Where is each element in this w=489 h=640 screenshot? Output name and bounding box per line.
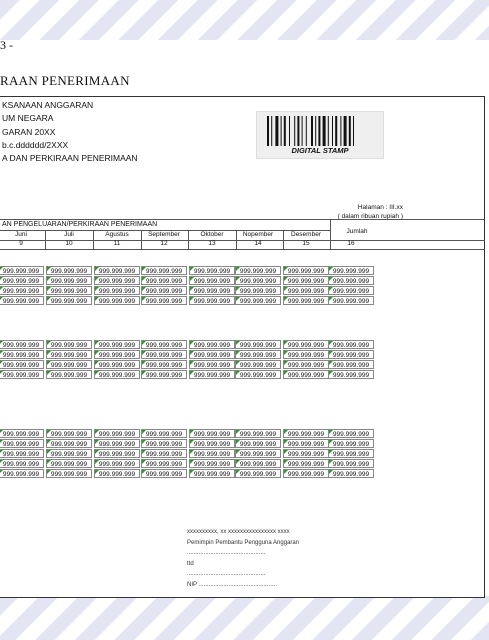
comment-marker-icon: [284, 277, 288, 281]
comment-marker-icon: [47, 371, 51, 375]
table-cell: 999.999.999: [189, 276, 235, 285]
comment-marker-icon: [47, 430, 51, 434]
month-header: Nopember: [242, 231, 274, 238]
table-cell: 999.999.999: [235, 469, 281, 478]
comment-marker-icon: [329, 460, 333, 464]
signature-place-date: xxxxxxxxxx, xx xxxxxxxxxxxxxxxx xxxx: [187, 529, 290, 535]
table-cell: 999.999.999: [189, 266, 235, 275]
currency-unit: ( dalam ribuan rupiah ): [337, 213, 403, 220]
table-cell: 999.999.999: [283, 286, 329, 295]
comment-marker-icon: [142, 341, 146, 345]
table-cell: 999.999.999: [235, 296, 281, 305]
table-cell: 999.999.999: [189, 469, 235, 478]
comment-marker-icon: [142, 267, 146, 271]
grid-title: AN PENGELUARAN/PERKIRAAN PENERIMAAN: [2, 221, 158, 228]
table-cell: 999.999.999: [46, 340, 92, 349]
comment-marker-icon: [236, 450, 240, 454]
comment-marker-icon: [284, 267, 288, 271]
signature-role: Pemimpin Pembantu Pengguna Anggaran: [187, 540, 300, 546]
comment-marker-icon: [329, 440, 333, 444]
comment-marker-icon: [329, 430, 333, 434]
document-title: RAAN PENERIMAAN: [0, 73, 130, 88]
halaman-number: Halaman : III.xx: [357, 204, 403, 211]
comment-marker-icon: [329, 470, 333, 474]
comment-marker-icon: [0, 371, 3, 375]
comment-marker-icon: [329, 341, 333, 345]
comment-marker-icon: [0, 341, 3, 345]
comment-marker-icon: [0, 440, 3, 444]
comment-marker-icon: [95, 460, 99, 464]
table-cell: 999.999.999: [235, 429, 281, 438]
column-number: 16: [347, 240, 355, 247]
comment-marker-icon: [236, 297, 240, 301]
comment-marker-icon: [95, 297, 99, 301]
table-cell: 999.999.999: [94, 459, 140, 468]
table-cell: 999.999.999: [46, 360, 92, 369]
month-header: September: [148, 231, 180, 238]
table-cell: 999.999.999: [0, 370, 44, 379]
table-cell: 999.999.999: [328, 286, 374, 295]
signature-ttd: ttd: [187, 561, 194, 567]
comment-marker-icon: [142, 430, 146, 434]
barcode-icon: [265, 116, 375, 146]
table-cell: 999.999.999: [235, 286, 281, 295]
page-number: 3 -: [0, 38, 13, 52]
comment-marker-icon: [329, 351, 333, 355]
table-cell: 999.999.999: [46, 449, 92, 458]
table-cell: 999.999.999: [235, 459, 281, 468]
table-cell: 999.999.999: [328, 370, 374, 379]
table-cell: 999.999.999: [141, 296, 187, 305]
month-header: Agustus: [105, 231, 129, 238]
column-number: 13: [208, 240, 216, 247]
table-cell: 999.999.999: [0, 286, 44, 295]
table-cell: 999.999.999: [46, 459, 92, 468]
table-cell: 999.999.999: [235, 276, 281, 285]
table-cell: 999.999.999: [283, 429, 329, 438]
decorative-pattern-top: [0, 0, 489, 40]
comment-marker-icon: [329, 361, 333, 365]
table-cell: 999.999.999: [46, 429, 92, 438]
table-cell: 999.999.999: [46, 296, 92, 305]
comment-marker-icon: [284, 430, 288, 434]
comment-marker-icon: [47, 440, 51, 444]
comment-marker-icon: [329, 371, 333, 375]
table-cell: 999.999.999: [141, 276, 187, 285]
table-cell: 999.999.999: [0, 296, 44, 305]
table-cell: 999.999.999: [235, 340, 281, 349]
table-cell: 999.999.999: [189, 360, 235, 369]
column-number: 9: [19, 240, 23, 247]
column-number: 12: [160, 240, 168, 247]
table-cell: 999.999.999: [328, 469, 374, 478]
table-cell: 999.999.999: [283, 266, 329, 275]
table-cell: 999.999.999: [141, 350, 187, 359]
table-cell: 999.999.999: [189, 429, 235, 438]
table-cell: 999.999.999: [328, 350, 374, 359]
table-cell: 999.999.999: [235, 266, 281, 275]
comment-marker-icon: [236, 277, 240, 281]
comment-marker-icon: [95, 287, 99, 291]
table-cell: 999.999.999: [0, 469, 44, 478]
comment-marker-icon: [95, 371, 99, 375]
comment-marker-icon: [142, 297, 146, 301]
table-cell: 999.999.999: [46, 266, 92, 275]
table-cell: 999.999.999: [0, 340, 44, 349]
header-line-5: A DAN PERKIRAAN PENERIMAAN: [2, 153, 138, 163]
comment-marker-icon: [0, 267, 3, 271]
table-cell: 999.999.999: [189, 296, 235, 305]
table-cell: 999.999.999: [0, 459, 44, 468]
comment-marker-icon: [236, 460, 240, 464]
table-cell: 999.999.999: [189, 459, 235, 468]
signature-dots: ...............................................: [187, 550, 266, 556]
comment-marker-icon: [0, 361, 3, 365]
table-cell: 999.999.999: [283, 296, 329, 305]
comment-marker-icon: [47, 470, 51, 474]
table-cell: 999.999.999: [328, 276, 374, 285]
table-cell: 999.999.999: [189, 439, 235, 448]
table-cell: 999.999.999: [0, 266, 44, 275]
comment-marker-icon: [0, 470, 3, 474]
table-cell: 999.999.999: [46, 350, 92, 359]
comment-marker-icon: [284, 450, 288, 454]
table-cell: 999.999.999: [0, 360, 44, 369]
table-cell: 999.999.999: [46, 276, 92, 285]
table-cell: 999.999.999: [141, 360, 187, 369]
comment-marker-icon: [190, 267, 194, 271]
comment-marker-icon: [329, 267, 333, 271]
table-cell: 999.999.999: [189, 350, 235, 359]
table-cell: 999.999.999: [235, 360, 281, 369]
table-cell: 999.999.999: [0, 350, 44, 359]
comment-marker-icon: [190, 470, 194, 474]
table-cell: 999.999.999: [94, 340, 140, 349]
digital-stamp-label: DIGITAL STAMP: [291, 146, 349, 155]
comment-marker-icon: [190, 297, 194, 301]
comment-marker-icon: [95, 430, 99, 434]
header-bottom-line: [0, 249, 485, 250]
header-line-3: GARAN 20XX: [2, 127, 56, 137]
header-line-4: b.c.dddddd/2XXX: [2, 140, 69, 150]
comment-marker-icon: [142, 470, 146, 474]
table-cell: 999.999.999: [46, 286, 92, 295]
grid-top-line: [0, 219, 485, 220]
table-cell: 999.999.999: [283, 459, 329, 468]
column-number: 11: [113, 240, 121, 247]
comment-marker-icon: [47, 450, 51, 454]
comment-marker-icon: [284, 440, 288, 444]
table-cell: 999.999.999: [94, 266, 140, 275]
comment-marker-icon: [190, 361, 194, 365]
signature-name-dots: ...............................................: [187, 571, 266, 577]
table-cell: 999.999.999: [328, 459, 374, 468]
comment-marker-icon: [329, 277, 333, 281]
comment-marker-icon: [95, 470, 99, 474]
comment-marker-icon: [0, 287, 3, 291]
comment-marker-icon: [236, 470, 240, 474]
table-cell: 999.999.999: [94, 276, 140, 285]
table-cell: 999.999.999: [328, 429, 374, 438]
table-cell: 999.999.999: [141, 439, 187, 448]
table-cell: 999.999.999: [235, 350, 281, 359]
comment-marker-icon: [95, 277, 99, 281]
table-cell: 999.999.999: [141, 449, 187, 458]
table-cell: 999.999.999: [94, 439, 140, 448]
month-header: Juni: [15, 231, 27, 238]
table-cell: 999.999.999: [46, 439, 92, 448]
comment-marker-icon: [142, 371, 146, 375]
comment-marker-icon: [284, 341, 288, 345]
comment-marker-icon: [284, 371, 288, 375]
header-line-2: UM NEGARA: [2, 113, 54, 123]
comment-marker-icon: [190, 277, 194, 281]
table-cell: 999.999.999: [94, 429, 140, 438]
comment-marker-icon: [284, 361, 288, 365]
table-cell: 999.999.999: [328, 266, 374, 275]
table-cell: 999.999.999: [283, 370, 329, 379]
comment-marker-icon: [142, 287, 146, 291]
comment-marker-icon: [47, 267, 51, 271]
table-cell: 999.999.999: [283, 449, 329, 458]
comment-marker-icon: [190, 460, 194, 464]
comment-marker-icon: [95, 267, 99, 271]
comment-marker-icon: [236, 341, 240, 345]
total-header: Jumlah: [346, 228, 368, 235]
comment-marker-icon: [190, 430, 194, 434]
decorative-pattern-bottom: [0, 596, 489, 640]
table-cell: 999.999.999: [141, 266, 187, 275]
comment-marker-icon: [142, 440, 146, 444]
table-cell: 999.999.999: [283, 360, 329, 369]
comment-marker-icon: [0, 351, 3, 355]
comment-marker-icon: [95, 351, 99, 355]
table-cell: 999.999.999: [94, 469, 140, 478]
comment-marker-icon: [47, 287, 51, 291]
comment-marker-icon: [47, 297, 51, 301]
comment-marker-icon: [190, 341, 194, 345]
comment-marker-icon: [0, 297, 3, 301]
comment-marker-icon: [95, 450, 99, 454]
comment-marker-icon: [0, 430, 3, 434]
column-number: 10: [65, 240, 73, 247]
comment-marker-icon: [190, 371, 194, 375]
table-cell: 999.999.999: [46, 469, 92, 478]
comment-marker-icon: [284, 297, 288, 301]
comment-marker-icon: [142, 450, 146, 454]
table-cell: 999.999.999: [189, 340, 235, 349]
table-cell: 999.999.999: [141, 370, 187, 379]
comment-marker-icon: [0, 460, 3, 464]
month-header: Oktober: [200, 231, 224, 238]
comment-marker-icon: [47, 277, 51, 281]
table-cell: 999.999.999: [235, 439, 281, 448]
comment-marker-icon: [190, 287, 194, 291]
table-cell: 999.999.999: [328, 449, 374, 458]
comment-marker-icon: [142, 277, 146, 281]
comment-marker-icon: [236, 440, 240, 444]
comment-marker-icon: [236, 371, 240, 375]
comment-marker-icon: [284, 287, 288, 291]
table-cell: 999.999.999: [0, 439, 44, 448]
table-cell: 999.999.999: [235, 449, 281, 458]
table-cell: 999.999.999: [94, 296, 140, 305]
table-cell: 999.999.999: [141, 340, 187, 349]
table-cell: 999.999.999: [283, 276, 329, 285]
table-cell: 999.999.999: [94, 449, 140, 458]
comment-marker-icon: [329, 297, 333, 301]
table-cell: 999.999.999: [46, 370, 92, 379]
comment-marker-icon: [236, 287, 240, 291]
comment-marker-icon: [95, 341, 99, 345]
comment-marker-icon: [47, 341, 51, 345]
comment-marker-icon: [236, 351, 240, 355]
table-cell: 999.999.999: [141, 459, 187, 468]
comment-marker-icon: [190, 351, 194, 355]
comment-marker-icon: [95, 440, 99, 444]
comment-marker-icon: [329, 450, 333, 454]
comment-marker-icon: [47, 351, 51, 355]
table-cell: 999.999.999: [283, 340, 329, 349]
digital-stamp: [256, 111, 384, 159]
table-cell: 999.999.999: [283, 439, 329, 448]
comment-marker-icon: [329, 287, 333, 291]
signature-nip: NIP ...............................................: [187, 582, 277, 588]
comment-marker-icon: [0, 277, 3, 281]
comment-marker-icon: [190, 450, 194, 454]
table-cell: 999.999.999: [283, 350, 329, 359]
comment-marker-icon: [236, 430, 240, 434]
column-number: 14: [254, 240, 262, 247]
comment-marker-icon: [0, 450, 3, 454]
table-cell: 999.999.999: [328, 340, 374, 349]
comment-marker-icon: [284, 460, 288, 464]
table-cell: 999.999.999: [94, 350, 140, 359]
comment-marker-icon: [236, 361, 240, 365]
comment-marker-icon: [284, 351, 288, 355]
comment-marker-icon: [95, 361, 99, 365]
comment-marker-icon: [47, 361, 51, 365]
comment-marker-icon: [190, 440, 194, 444]
comment-marker-icon: [142, 361, 146, 365]
table-cell: 999.999.999: [189, 449, 235, 458]
header-line-1: KSANAAN ANGGARAN: [2, 100, 94, 110]
table-cell: 999.999.999: [94, 360, 140, 369]
comment-marker-icon: [142, 351, 146, 355]
month-header: Juli: [64, 231, 74, 238]
table-cell: 999.999.999: [0, 276, 44, 285]
table-cell: 999.999.999: [328, 360, 374, 369]
table-cell: 999.999.999: [141, 286, 187, 295]
table-cell: 999.999.999: [283, 469, 329, 478]
table-cell: 999.999.999: [0, 449, 44, 458]
table-cell: 999.999.999: [189, 286, 235, 295]
table-cell: 999.999.999: [94, 370, 140, 379]
table-cell: 999.999.999: [189, 370, 235, 379]
column-number: 15: [302, 240, 310, 247]
table-cell: 999.999.999: [328, 439, 374, 448]
comment-marker-icon: [236, 267, 240, 271]
comment-marker-icon: [284, 470, 288, 474]
table-cell: 999.999.999: [141, 429, 187, 438]
table-cell: 999.999.999: [141, 469, 187, 478]
comment-marker-icon: [142, 460, 146, 464]
table-cell: 999.999.999: [235, 370, 281, 379]
comment-marker-icon: [47, 460, 51, 464]
month-header: Desember: [291, 231, 321, 238]
table-cell: 999.999.999: [328, 296, 374, 305]
table-cell: 999.999.999: [94, 286, 140, 295]
table-cell: 999.999.999: [0, 429, 44, 438]
